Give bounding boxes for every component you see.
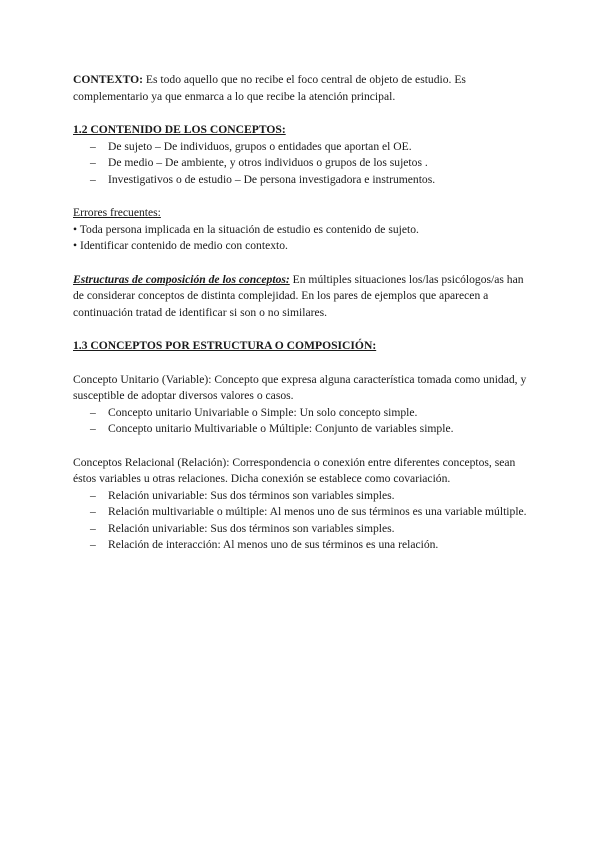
list-item: – Relación univariable: Sus dos términos son variables simples. [73, 521, 533, 538]
estructuras-paragraph [73, 272, 533, 322]
list-item: – Relación univariable: Sus dos términos son variables simples. [73, 488, 533, 505]
section-1-3-heading: 1.3 CONCEPTOS POR ESTRUCTURA O COMPOSICIÓN: [73, 339, 377, 352]
list-item: – Concepto unitario Univariable o Simple: Un solo concepto simple. [73, 405, 533, 422]
list-item: – Relación de interacción: Al menos uno de sus términos es una relación. [73, 537, 533, 554]
contexto-paragraph [73, 72, 533, 105]
list-item: – Relación multivariable o múltiple: Al menos uno de sus términos es una variable múltiple. [73, 504, 533, 521]
estructuras-label: Estructuras de composición de los conceptos: [73, 272, 290, 286]
errores-heading: Errores frecuentes: [73, 206, 161, 219]
list-item: – Concepto unitario Multivariable o Múltiple: Conjunto de variables simple. [73, 421, 533, 438]
list-item: – Investigativos o de estudio – De persona investigadora e instrumentos. [73, 172, 533, 189]
list-item: – De medio – De ambiente, y otros individuos o grupos de los sujetos . [73, 155, 533, 172]
errores-item: • Identificar contenido de medio con contexto. [73, 239, 288, 252]
relacional-paragraph: Conceptos Relacional (Relación): Correspondencia o conexión entre diferentes conceptos, sean éstos variables u otras relaciones. Dicha conexión se establece como covariación. [73, 455, 516, 485]
contexto-label: CONTEXTO: [73, 73, 144, 86]
unitario-paragraph: Concepto Unitario (Variable): Concepto que expresa alguna característica tomada como unidad, y susceptible de adoptar diversos valores o casos. [73, 372, 527, 402]
estructuras-text: En múltiples situaciones los/las psicólogos/as han de considerar conceptos de distinta complejidad. En los pares de ejemplos que aparecen a continuación tratad de identificar si son o no similares. [73, 272, 524, 319]
contexto-text: Es todo aquello que no recibe el foco central de objeto de estudio. Es complementario ya que enmarca a lo que recibe la atención principal. [73, 73, 466, 103]
errores-item: • Toda persona implicada en la situación de estudio es contenido de sujeto. [73, 222, 419, 236]
unitario-list [73, 405, 533, 438]
document-body [73, 72, 533, 554]
section-1-2-heading: 1.2 CONTENIDO DE LOS CONCEPTOS: [73, 123, 286, 136]
list-item: – De sujeto – De individuos, grupos o entidades que aportan el OE. [73, 139, 533, 156]
contenido-list [73, 139, 533, 189]
relacional-list [73, 488, 533, 554]
